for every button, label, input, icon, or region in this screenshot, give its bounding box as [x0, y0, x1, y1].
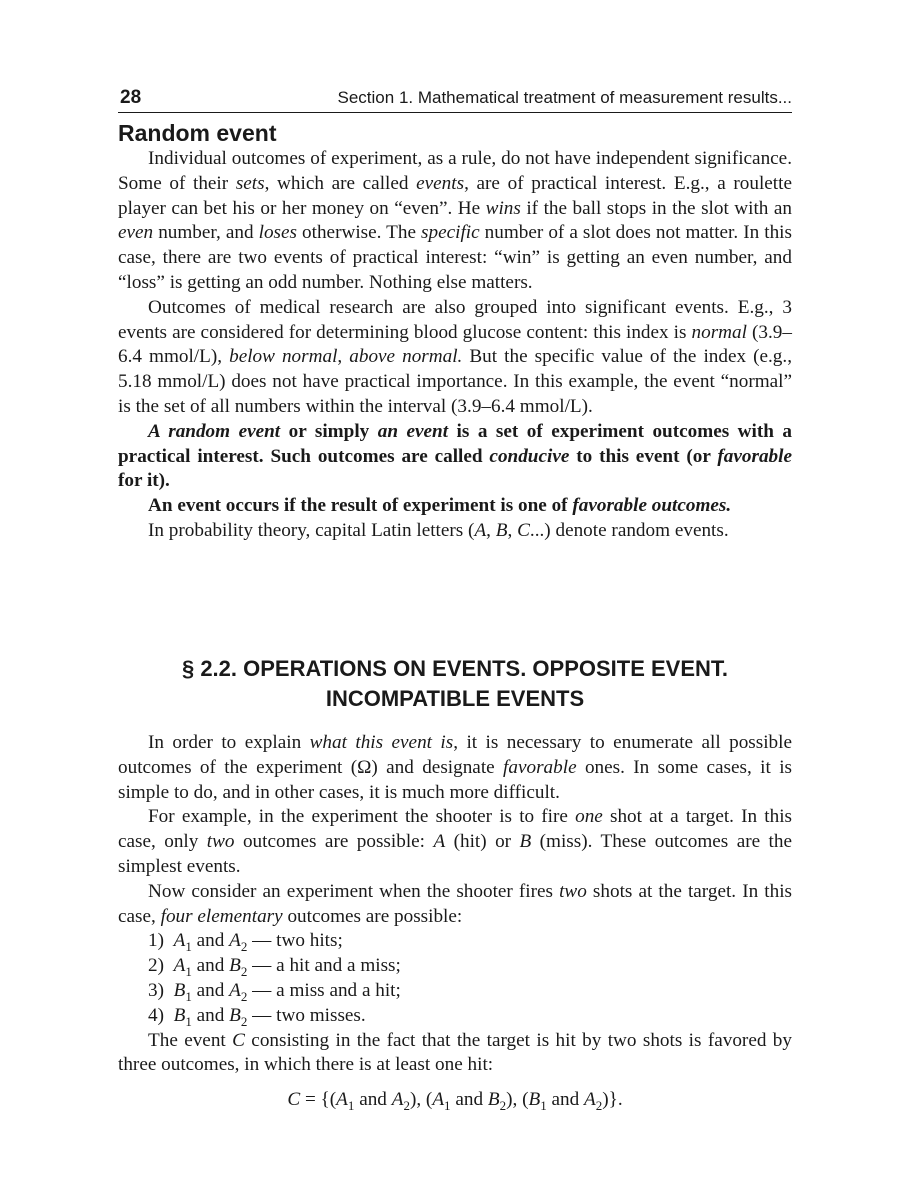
section-heading-operations: § 2.2. OPERATIONS ON EVENTS. OPPOSITE EVENT. INCOMPATIBLE EVENTS [181, 656, 729, 711]
section-random-event-body [118, 147, 792, 544]
definition-event-occurs: An event occurs if the result of experiment is one of favorable outcomes. [148, 495, 732, 517]
paragraph-event-c: The event C consisting in the fact that the target is hit by two shots is favored by three outcomes, in which there is at least one hit: [118, 1029, 792, 1076]
paragraph-outcomes: Individual outcomes of experiment, as a rule, do not have independent significance. Some of their sets, which are called events, are of practical interest. E.g., a roulette player can bet his or her money on “even”. He wins if the ball stops in the slot with an even number, and loses otherwise. The specific number of a slot does not matter. In this case, there are two events of practical interest: “win” is getting an even number, and “loss” is getting an odd number. Nothing else matters. [118, 148, 792, 293]
list-item: 2) $A_1$ and $B_2$ — a hit and a miss; [148, 955, 401, 979]
definition-random-event: A random event or simply an event is a set of experiment outcomes with a practical interest. Such outcomes are called conducive to this event (or favorable for it). [118, 420, 793, 492]
section-operations-body [118, 731, 792, 1113]
paragraph-one-shot: For example, in the experiment the shooter is to fire one shot at a target. In this case, only two outcomes are possible: A (hit) or B (miss). These outcomes are the simplest events. [118, 806, 793, 877]
list-item: 1) $A_1$ and $A_2$ — two hits; [148, 930, 343, 955]
paragraph-two-shots: Now consider an experiment when the shooter fires two shots at the target. In this case, four elementary outcomes are possible: [118, 880, 792, 927]
list-item: 3) $B_1$ and $A_2$ — a miss and a hit; [148, 979, 401, 1004]
running-title: Section 1. Mathematical treatment of measurement results... [337, 88, 792, 107]
paragraph-explain: In order to explain what this event is, it is necessary to enumerate all possible outcomes of the experiment (Ω) and designate favorable ones. In some cases, it is simple to do, and in other cases, it is much more difficult. [118, 732, 793, 803]
section-title-random-event: Random event [118, 120, 277, 146]
page-header [118, 86, 792, 113]
paragraph-medical: Outcomes of medical research are also grouped into significant events. E.g., 3 events are considered for determining blood glucose content: this index is normal (3.9–6.4 mmol/L), below normal, above normal. But the specific value of the index (e.g., 5.18 mmol/L) does not have practical importance. In this example, the event “normal” is the set of all numbers within the interval (3.9–6.4 mmol/L). [118, 296, 792, 417]
list-item: 4) $B_1$ and $B_2$ — two misses. [148, 1004, 366, 1029]
formula-event-c: $C = \{(A_1$ and $A_2$), ($A_1$ and $B_2$), ($B_1$ and $A_2$)}. [287, 1089, 623, 1113]
page-number: 28 [120, 87, 142, 108]
paragraph-notation: In probability theory, capital Latin letters (A, B, C...) denote random events. [148, 519, 729, 541]
